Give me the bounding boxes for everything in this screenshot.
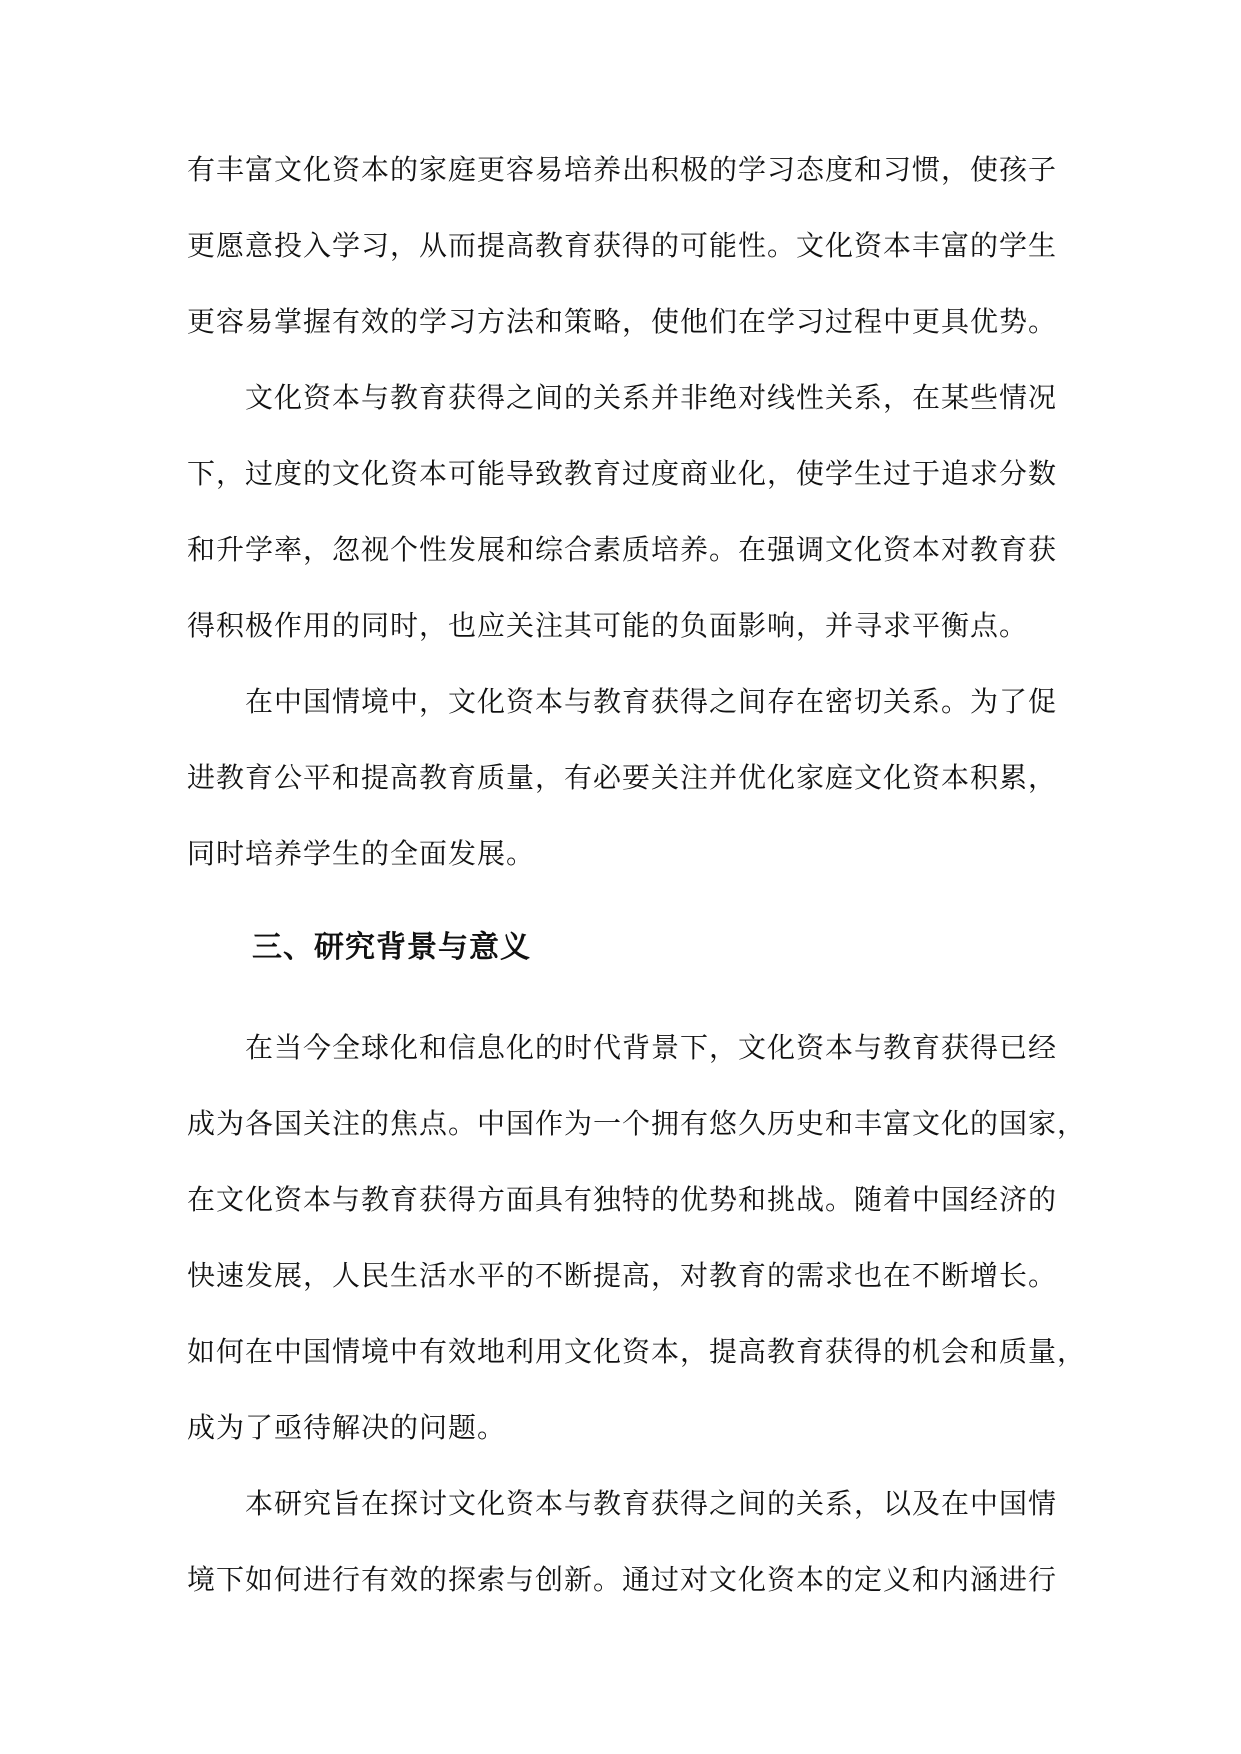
text-line: 更愿意投入学习，从而提高教育获得的可能性。文化资本丰富的学生 [187,229,1058,262]
paragraph-research-background [187,1010,1087,1466]
paragraph-research-purpose [187,1466,1058,1618]
text-line: 在文化资本与教育获得方面具有独特的优势和挑战。随着中国经济的 [187,1183,1058,1216]
text-line: 成为了亟待解决的问题。 [187,1411,507,1444]
text-line: 成为各国关注的焦点。中国作为一个拥有悠久历史和丰富文化的国家， [187,1107,1087,1140]
paragraph-cultural-capital-habits [187,132,1058,360]
text-line: 如何在中国情境中有效地利用文化资本，提高教育获得的机会和质量， [187,1335,1087,1368]
text-line: 得积极作用的同时，也应关注其可能的负面影响，并寻求平衡点。 [187,609,1029,642]
text-line: 在中国情境中，文化资本与教育获得之间存在密切关系。为了促 [187,685,1058,718]
text-line: 本研究旨在探讨文化资本与教育获得之间的关系，以及在中国情 [187,1487,1058,1520]
text-line: 下，过度的文化资本可能导致教育过度商业化，使学生过于追求分数 [187,457,1058,490]
text-line: 文化资本与教育获得之间的关系并非绝对线性关系，在某些情况 [187,381,1058,414]
text-line: 进教育公平和提高教育质量，有必要关注并优化家庭文化资本积累， [187,761,1058,794]
section-heading: 三、研究背景与意义 [252,930,531,965]
text-line: 和升学率，忽视个性发展和综合素质培养。在强调文化资本对教育获 [187,533,1058,566]
text-line: 在当今全球化和信息化的时代背景下，文化资本与教育获得已经 [187,1031,1058,1064]
text-line: 有丰富文化资本的家庭更容易培养出积极的学习态度和习惯，使孩子 [187,153,1058,186]
paragraph-china-context [187,664,1058,892]
text-line: 更容易掌握有效的学习方法和策略，使他们在学习过程中更具优势。 [187,305,1058,338]
text-line: 快速发展，人民生活水平的不断提高，对教育的需求也在不断增长。 [187,1259,1058,1292]
text-line: 境下如何进行有效的探索与创新。通过对文化资本的定义和内涵进行 [187,1563,1058,1596]
text-line: 同时培养学生的全面发展。 [187,837,536,870]
paragraph-nonlinear-relationship [187,360,1058,664]
